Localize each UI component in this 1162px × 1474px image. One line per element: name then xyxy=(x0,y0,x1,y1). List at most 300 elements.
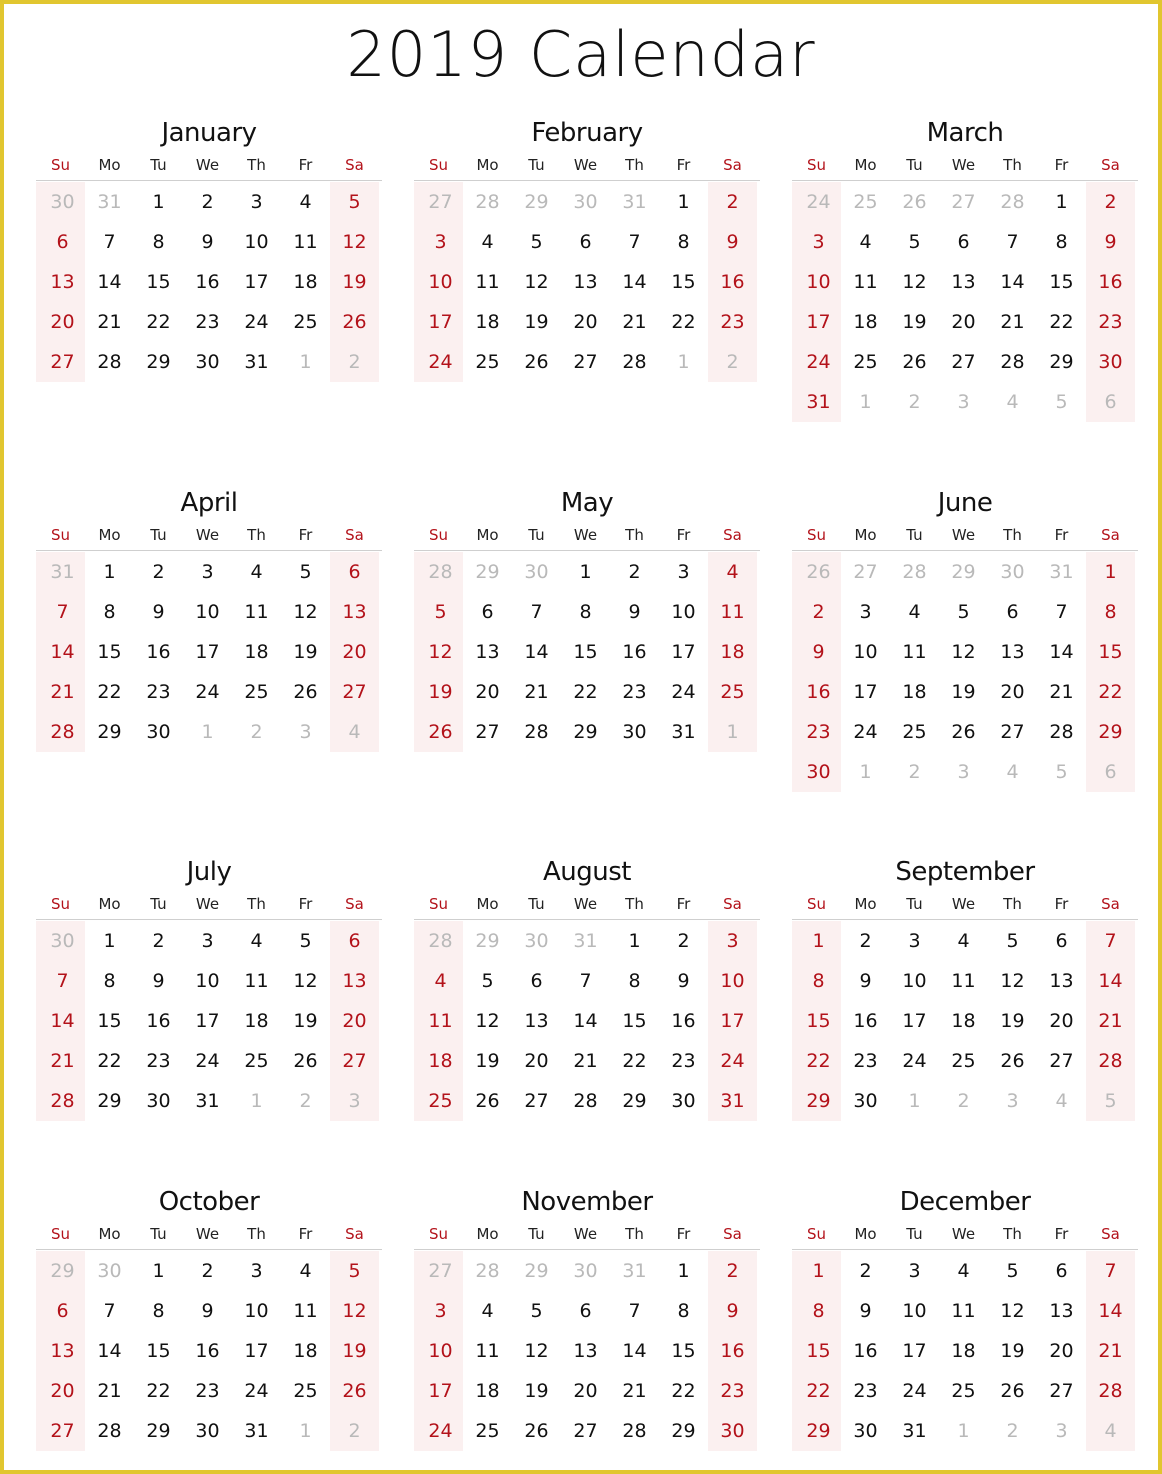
month-name: February xyxy=(531,118,643,148)
weekday-header xyxy=(414,1225,760,1250)
day-cell: 15 xyxy=(671,271,696,293)
day-cell-outside-month: 4 xyxy=(1055,1090,1068,1112)
day-cell: 4 xyxy=(957,1260,970,1282)
day-cell: 21 xyxy=(1000,311,1025,333)
day-cell: 8 xyxy=(677,1300,690,1322)
day-cell: 24 xyxy=(806,351,831,373)
weekday-label: Tu xyxy=(528,1225,545,1243)
day-cell: 13 xyxy=(342,601,367,623)
day-cell: 25 xyxy=(244,1050,269,1072)
day-cell: 10 xyxy=(806,271,831,293)
weekday-label: Mo xyxy=(98,1225,121,1243)
day-cell: 14 xyxy=(524,641,549,663)
day-cell: 27 xyxy=(342,681,367,703)
day-cell: 31 xyxy=(720,1090,745,1112)
month-january xyxy=(36,118,382,388)
day-cell: 23 xyxy=(806,721,831,743)
month-september xyxy=(792,857,1138,1127)
day-cell: 30 xyxy=(853,1420,878,1442)
day-cell: 8 xyxy=(579,601,592,623)
weekday-label: Fr xyxy=(298,1225,313,1243)
day-cell: 20 xyxy=(1049,1340,1074,1362)
weekday-label: Th xyxy=(625,156,644,174)
day-cell: 10 xyxy=(195,601,220,623)
day-cell: 27 xyxy=(342,1050,367,1072)
day-cell: 12 xyxy=(342,1300,367,1322)
day-cell: 5 xyxy=(299,561,312,583)
day-cell: 21 xyxy=(622,311,647,333)
day-cell: 10 xyxy=(428,271,453,293)
day-cell: 28 xyxy=(573,1090,598,1112)
day-cell-outside-month: 31 xyxy=(573,930,598,952)
day-cell: 26 xyxy=(475,1090,500,1112)
day-cell-outside-month: 5 xyxy=(1104,1090,1117,1112)
day-cell: 24 xyxy=(902,1380,927,1402)
weekday-label: Fr xyxy=(1054,526,1069,544)
weekday-label: Fr xyxy=(676,156,691,174)
day-cell: 12 xyxy=(293,970,318,992)
day-cell: 20 xyxy=(573,311,598,333)
day-cell: 29 xyxy=(97,721,122,743)
day-cell: 28 xyxy=(50,721,75,743)
day-cell: 26 xyxy=(1000,1380,1025,1402)
day-cell: 17 xyxy=(671,641,696,663)
day-cell: 7 xyxy=(1055,601,1068,623)
day-cell-outside-month: 27 xyxy=(428,191,453,213)
day-cell-outside-month: 1 xyxy=(250,1090,263,1112)
day-cell: 25 xyxy=(951,1380,976,1402)
day-cell: 8 xyxy=(677,231,690,253)
day-cell: 10 xyxy=(902,1300,927,1322)
weekday-label: Fr xyxy=(676,895,691,913)
day-cell: 4 xyxy=(250,930,263,952)
day-cell: 13 xyxy=(1049,1300,1074,1322)
day-cell: 17 xyxy=(902,1010,927,1032)
day-cell: 5 xyxy=(1006,930,1019,952)
weekday-label: Tu xyxy=(906,895,923,913)
day-cell: 13 xyxy=(475,641,500,663)
day-cell: 21 xyxy=(97,1380,122,1402)
day-cell: 18 xyxy=(720,641,745,663)
weekday-label: Su xyxy=(428,895,449,913)
day-cell: 30 xyxy=(146,721,171,743)
day-cell: 21 xyxy=(1098,1340,1123,1362)
month-february xyxy=(414,118,760,388)
day-cell: 22 xyxy=(146,1380,171,1402)
weekday-header xyxy=(36,526,382,551)
day-cell: 3 xyxy=(201,930,214,952)
day-cell: 24 xyxy=(428,351,453,373)
day-cell: 5 xyxy=(348,1260,361,1282)
day-cell: 25 xyxy=(428,1090,453,1112)
page-title: 2019 Calendar xyxy=(346,18,816,91)
day-cell: 14 xyxy=(50,641,75,663)
day-cell: 3 xyxy=(726,930,739,952)
day-cell-outside-month: 4 xyxy=(1104,1420,1117,1442)
day-cell: 15 xyxy=(97,1010,122,1032)
month-october xyxy=(36,1187,382,1457)
day-cell: 22 xyxy=(1049,311,1074,333)
day-cell: 20 xyxy=(50,1380,75,1402)
day-cell: 13 xyxy=(524,1010,549,1032)
weekday-label: Su xyxy=(806,156,827,174)
day-cell: 20 xyxy=(1049,1010,1074,1032)
weekday-label: Tu xyxy=(150,156,167,174)
day-cell: 19 xyxy=(342,1340,367,1362)
weekday-label: Fr xyxy=(676,526,691,544)
day-cell: 1 xyxy=(579,561,592,583)
day-cell-outside-month: 30 xyxy=(1000,561,1025,583)
day-cell: 1 xyxy=(812,1260,825,1282)
day-cell: 8 xyxy=(103,970,116,992)
day-cell-outside-month: 1 xyxy=(201,721,214,743)
day-cell-outside-month: 2 xyxy=(908,391,921,413)
day-cell: 3 xyxy=(250,191,263,213)
day-cell: 7 xyxy=(628,231,641,253)
day-cell: 23 xyxy=(195,311,220,333)
weekday-label: Sa xyxy=(1101,156,1120,174)
weekday-label: Th xyxy=(247,156,266,174)
day-cell: 29 xyxy=(573,721,598,743)
day-cell: 21 xyxy=(573,1050,598,1072)
weekday-header xyxy=(792,895,1138,920)
day-cell: 3 xyxy=(677,561,690,583)
weekday-label: Sa xyxy=(1101,895,1120,913)
day-cell: 12 xyxy=(1000,1300,1025,1322)
weekday-label: Mo xyxy=(476,1225,499,1243)
day-cell: 30 xyxy=(146,1090,171,1112)
weekday-label: Sa xyxy=(723,895,742,913)
day-cell: 20 xyxy=(573,1380,598,1402)
day-cell: 27 xyxy=(1049,1380,1074,1402)
day-cell: 29 xyxy=(806,1420,831,1442)
day-cell: 14 xyxy=(1098,970,1123,992)
day-cell: 3 xyxy=(250,1260,263,1282)
day-cell-outside-month: 26 xyxy=(902,191,927,213)
weekday-label: Th xyxy=(247,526,266,544)
day-cell: 18 xyxy=(244,641,269,663)
day-cell: 26 xyxy=(342,1380,367,1402)
day-cell: 11 xyxy=(293,1300,318,1322)
day-cell: 2 xyxy=(859,930,872,952)
day-cell: 12 xyxy=(524,1340,549,1362)
day-cell: 19 xyxy=(1000,1340,1025,1362)
day-cell: 2 xyxy=(628,561,641,583)
day-cell-outside-month: 29 xyxy=(951,561,976,583)
day-cell: 10 xyxy=(428,1340,453,1362)
weekday-label: Mo xyxy=(854,526,877,544)
day-cell: 6 xyxy=(481,601,494,623)
day-cell: 23 xyxy=(671,1050,696,1072)
day-cell: 13 xyxy=(50,271,75,293)
day-cell: 16 xyxy=(622,641,647,663)
day-cell: 8 xyxy=(152,1300,165,1322)
day-cell: 25 xyxy=(902,721,927,743)
day-cell: 2 xyxy=(726,1260,739,1282)
day-cell: 4 xyxy=(726,561,739,583)
day-cell: 25 xyxy=(720,681,745,703)
weekday-label: Mo xyxy=(854,156,877,174)
day-cell: 19 xyxy=(951,681,976,703)
day-cell: 14 xyxy=(50,1010,75,1032)
month-name: December xyxy=(899,1187,1031,1217)
weekday-label: We xyxy=(573,1225,598,1243)
weekday-header xyxy=(414,156,760,181)
day-cell: 13 xyxy=(573,1340,598,1362)
day-cell: 15 xyxy=(1098,641,1123,663)
day-cell: 6 xyxy=(348,930,361,952)
weekday-label: Su xyxy=(806,895,827,913)
day-cell-outside-month: 1 xyxy=(859,391,872,413)
day-cell: 12 xyxy=(475,1010,500,1032)
day-cell: 17 xyxy=(244,271,269,293)
day-cell: 13 xyxy=(1049,970,1074,992)
day-cell: 6 xyxy=(579,231,592,253)
weekday-label: Mo xyxy=(98,895,121,913)
day-cell: 4 xyxy=(908,601,921,623)
weekday-label: Tu xyxy=(150,1225,167,1243)
day-cell: 21 xyxy=(622,1380,647,1402)
day-cell: 23 xyxy=(720,1380,745,1402)
day-cell: 30 xyxy=(853,1090,878,1112)
day-cell-outside-month: 2 xyxy=(726,351,739,373)
day-cell: 24 xyxy=(244,1380,269,1402)
day-cell: 10 xyxy=(720,970,745,992)
day-cell: 10 xyxy=(671,601,696,623)
day-cell: 23 xyxy=(720,311,745,333)
day-cell: 12 xyxy=(293,601,318,623)
day-cell: 28 xyxy=(1098,1380,1123,1402)
day-cell: 12 xyxy=(951,641,976,663)
day-cell: 11 xyxy=(853,271,878,293)
day-cell: 29 xyxy=(97,1090,122,1112)
weekday-label: Fr xyxy=(1054,1225,1069,1243)
day-cell: 21 xyxy=(1098,1010,1123,1032)
day-cell: 1 xyxy=(677,191,690,213)
day-cell: 21 xyxy=(524,681,549,703)
weekday-label: Sa xyxy=(1101,1225,1120,1243)
day-cell: 18 xyxy=(428,1050,453,1072)
day-cell: 27 xyxy=(475,721,500,743)
weekday-label: Su xyxy=(428,1225,449,1243)
day-cell: 20 xyxy=(50,311,75,333)
day-cell: 19 xyxy=(524,311,549,333)
weekday-label: Su xyxy=(50,895,71,913)
month-name: March xyxy=(926,118,1004,148)
day-cell: 19 xyxy=(293,641,318,663)
month-november xyxy=(414,1187,760,1457)
weekday-label: Th xyxy=(247,1225,266,1243)
day-cell: 10 xyxy=(244,231,269,253)
day-cell: 19 xyxy=(428,681,453,703)
day-cell: 13 xyxy=(573,271,598,293)
day-cell: 18 xyxy=(853,311,878,333)
day-cell: 10 xyxy=(853,641,878,663)
day-cell: 1 xyxy=(1055,191,1068,213)
month-june xyxy=(792,488,1138,798)
day-cell-outside-month: 28 xyxy=(428,561,453,583)
day-cell: 5 xyxy=(348,191,361,213)
weekday-label: Tu xyxy=(150,895,167,913)
weekday-label: Mo xyxy=(476,895,499,913)
day-cell-outside-month: 29 xyxy=(475,930,500,952)
month-name: April xyxy=(180,488,238,518)
day-cell: 11 xyxy=(951,1300,976,1322)
day-cell: 22 xyxy=(622,1050,647,1072)
day-cell: 14 xyxy=(1000,271,1025,293)
day-cell: 26 xyxy=(293,1050,318,1072)
day-cell: 26 xyxy=(293,681,318,703)
day-cell: 22 xyxy=(146,311,171,333)
day-cell-outside-month: 29 xyxy=(50,1260,75,1282)
day-cell: 28 xyxy=(524,721,549,743)
day-cell-outside-month: 31 xyxy=(622,1260,647,1282)
day-cell: 7 xyxy=(103,231,116,253)
day-cell-outside-month: 1 xyxy=(957,1420,970,1442)
day-cell: 17 xyxy=(195,641,220,663)
day-cell: 1 xyxy=(103,930,116,952)
day-cell: 29 xyxy=(806,1090,831,1112)
weekday-label: Sa xyxy=(723,526,742,544)
weekday-label: Fr xyxy=(298,526,313,544)
day-cell: 18 xyxy=(293,271,318,293)
day-cell: 30 xyxy=(1098,351,1123,373)
day-cell: 7 xyxy=(103,1300,116,1322)
day-cell: 11 xyxy=(475,1340,500,1362)
day-cell: 19 xyxy=(342,271,367,293)
day-cell: 16 xyxy=(853,1010,878,1032)
day-cell: 10 xyxy=(244,1300,269,1322)
day-cell: 4 xyxy=(957,930,970,952)
weekday-label: Th xyxy=(625,526,644,544)
day-cell-outside-month: 4 xyxy=(1006,761,1019,783)
day-cell-outside-month: 28 xyxy=(902,561,927,583)
day-cell: 5 xyxy=(957,601,970,623)
weekday-label: Mo xyxy=(854,1225,877,1243)
day-cell: 18 xyxy=(902,681,927,703)
day-cell: 29 xyxy=(671,1420,696,1442)
day-cell: 26 xyxy=(428,721,453,743)
day-cell-outside-month: 30 xyxy=(50,191,75,213)
month-name: September xyxy=(895,857,1035,887)
day-cell: 19 xyxy=(475,1050,500,1072)
day-cell: 23 xyxy=(853,1380,878,1402)
weekday-header xyxy=(36,895,382,920)
day-cell: 24 xyxy=(195,1050,220,1072)
day-cell: 17 xyxy=(428,311,453,333)
day-cell-outside-month: 28 xyxy=(428,930,453,952)
weekday-label: Su xyxy=(806,526,827,544)
weekday-label: Th xyxy=(625,1225,644,1243)
day-cell: 20 xyxy=(342,641,367,663)
day-cell: 15 xyxy=(1049,271,1074,293)
day-cell-outside-month: 1 xyxy=(908,1090,921,1112)
day-cell: 28 xyxy=(97,351,122,373)
day-cell: 27 xyxy=(573,351,598,373)
day-cell: 14 xyxy=(622,1340,647,1362)
weekday-label: We xyxy=(195,526,220,544)
day-cell: 8 xyxy=(812,1300,825,1322)
day-cell: 24 xyxy=(902,1050,927,1072)
day-cell: 22 xyxy=(671,311,696,333)
day-cell: 23 xyxy=(195,1380,220,1402)
weekday-label: Su xyxy=(806,1225,827,1243)
day-cell: 4 xyxy=(481,231,494,253)
day-cell: 11 xyxy=(428,1010,453,1032)
day-cell: 14 xyxy=(622,271,647,293)
day-cell: 9 xyxy=(152,970,165,992)
day-cell: 22 xyxy=(573,681,598,703)
weekday-label: Sa xyxy=(345,895,364,913)
day-cell: 9 xyxy=(152,601,165,623)
day-cell: 16 xyxy=(806,681,831,703)
day-cell: 17 xyxy=(902,1340,927,1362)
day-cell: 2 xyxy=(201,191,214,213)
day-cell: 17 xyxy=(195,1010,220,1032)
weekday-label: Fr xyxy=(298,895,313,913)
day-cell-outside-month: 3 xyxy=(957,761,970,783)
day-cell: 20 xyxy=(1000,681,1025,703)
day-cell: 29 xyxy=(622,1090,647,1112)
day-cell: 5 xyxy=(908,231,921,253)
day-cell: 5 xyxy=(481,970,494,992)
day-cell: 24 xyxy=(244,311,269,333)
day-cell: 27 xyxy=(50,351,75,373)
day-cell: 7 xyxy=(1006,231,1019,253)
day-cell: 31 xyxy=(671,721,696,743)
weekday-label: Tu xyxy=(906,156,923,174)
day-cell-outside-month: 31 xyxy=(50,561,75,583)
day-cell: 26 xyxy=(524,351,549,373)
weekday-label: Tu xyxy=(528,895,545,913)
day-cell: 25 xyxy=(475,351,500,373)
day-cell-outside-month: 1 xyxy=(677,351,690,373)
day-cell: 2 xyxy=(152,561,165,583)
weekday-label: Tu xyxy=(528,526,545,544)
day-cell: 10 xyxy=(902,970,927,992)
day-cell: 27 xyxy=(50,1420,75,1442)
day-cell: 24 xyxy=(720,1050,745,1072)
day-cell-outside-month: 28 xyxy=(475,1260,500,1282)
weekday-label: Th xyxy=(1003,895,1022,913)
day-cell: 16 xyxy=(195,1340,220,1362)
day-cell: 22 xyxy=(806,1380,831,1402)
day-cell-outside-month: 27 xyxy=(853,561,878,583)
day-cell: 8 xyxy=(1104,601,1117,623)
day-cell: 15 xyxy=(671,1340,696,1362)
day-cell: 1 xyxy=(152,191,165,213)
weekday-label: Tu xyxy=(150,526,167,544)
day-cell: 6 xyxy=(579,1300,592,1322)
day-cell: 25 xyxy=(853,351,878,373)
day-cell-outside-month: 5 xyxy=(1055,761,1068,783)
day-cell: 16 xyxy=(195,271,220,293)
day-cell: 15 xyxy=(806,1010,831,1032)
month-name: May xyxy=(560,488,614,518)
day-cell: 19 xyxy=(524,1380,549,1402)
day-cell: 18 xyxy=(475,1380,500,1402)
day-cell-outside-month: 5 xyxy=(1055,391,1068,413)
day-cell-outside-month: 30 xyxy=(50,930,75,952)
day-cell: 26 xyxy=(951,721,976,743)
day-cell: 9 xyxy=(201,231,214,253)
day-cell: 11 xyxy=(293,231,318,253)
month-december xyxy=(792,1187,1138,1457)
month-name: August xyxy=(543,857,631,887)
day-cell: 9 xyxy=(726,1300,739,1322)
day-cell: 6 xyxy=(56,1300,69,1322)
day-cell: 23 xyxy=(146,681,171,703)
